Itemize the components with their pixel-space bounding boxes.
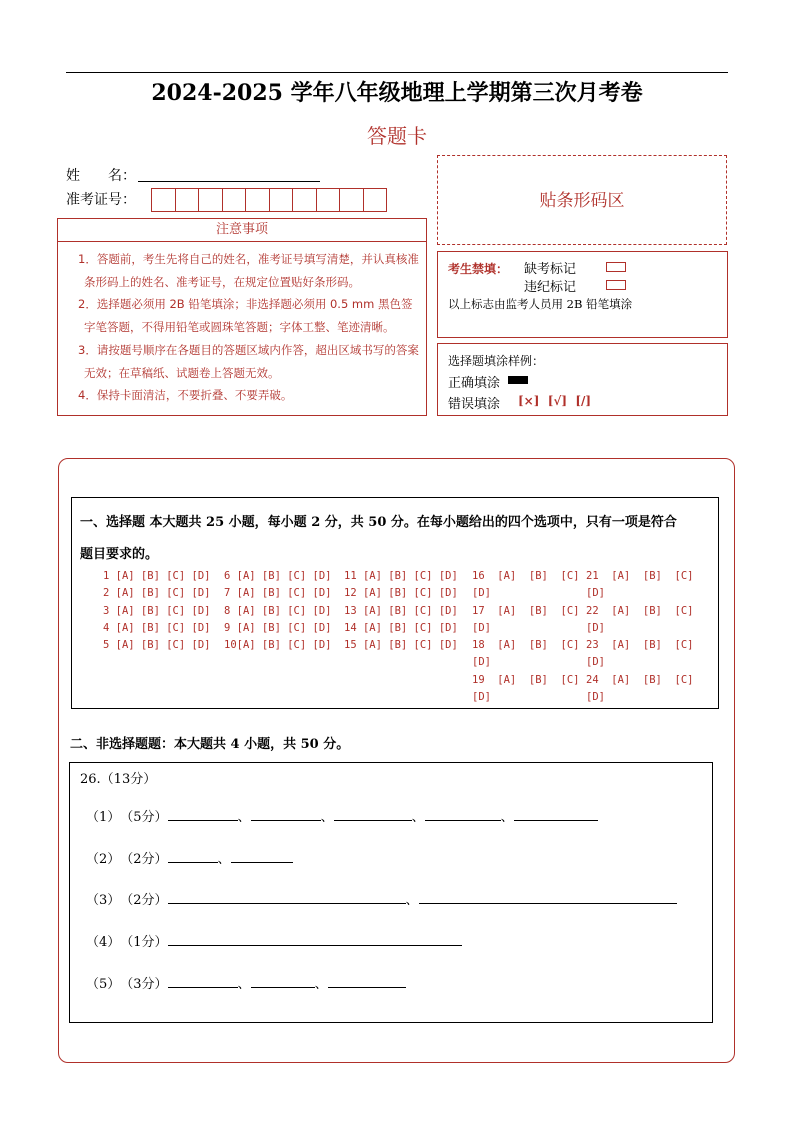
absent-label: 缺考标记 xyxy=(524,262,577,277)
id-box[interactable] xyxy=(151,188,176,212)
mcq-row[interactable]: 14 [A] [B] [C] [D] xyxy=(344,621,458,634)
mcq-row[interactable]: [D] xyxy=(586,656,605,669)
part-label: （2） （2分） xyxy=(86,852,168,867)
separator: 、 xyxy=(237,977,251,992)
id-box[interactable] xyxy=(175,188,200,212)
answer-blank[interactable] xyxy=(425,807,501,821)
mcq-row[interactable]: 10[A] [B] [C] [D] xyxy=(224,639,332,652)
part-label: （1） （5分） xyxy=(86,810,168,825)
answer-blank[interactable] xyxy=(168,849,218,863)
mcq-row[interactable]: 2 [A] [B] [C] [D] xyxy=(103,587,211,600)
mcq-row[interactable]: 24 [A] [B] [C] xyxy=(586,673,694,686)
separator: 、 xyxy=(217,852,231,867)
notice-item: 3．请按题号顺序在各题目的答题区域内作答，超出区域书写的答案无效；在草稿纸、试题卷上答题无效。 xyxy=(78,342,419,380)
part-label: （3） （2分） xyxy=(86,893,168,908)
mcq-row[interactable]: 18 [A] [B] [C] xyxy=(472,639,580,652)
q26-part-1 xyxy=(86,806,598,825)
answer-blank[interactable] xyxy=(334,807,412,821)
mcq-row[interactable]: 21 [A] [B] [C] xyxy=(586,570,694,582)
id-label: 准考证号： xyxy=(66,192,136,208)
q26-part-3 xyxy=(86,889,677,908)
id-box[interactable] xyxy=(245,188,270,212)
sample-title: 选择题填涂样例： xyxy=(448,354,545,368)
mcq-row[interactable]: 4 [A] [B] [C] [D] xyxy=(103,621,211,634)
separator: 、 xyxy=(405,893,419,908)
wrong-label: 错误填涂 xyxy=(448,397,501,412)
q26-part-4 xyxy=(86,931,462,950)
separator: 、 xyxy=(314,977,328,992)
notice-item: 2．选择题必须用 2B 铅笔填涂；非选择题必须用 0.5 mm 黑色签字笔答题，不得用铅笔或圆珠笔答题；字体工整、笔迹清晰。 xyxy=(78,297,413,335)
separator: 、 xyxy=(411,810,425,825)
mcq-col-4[interactable] xyxy=(472,568,579,706)
page-subtitle: 答题卡 xyxy=(367,124,427,148)
forbid-note: 以上标志由监考人员用 2B 铅笔填涂 xyxy=(448,297,633,311)
mcq-row[interactable]: 13 [A] [B] [C] [D] xyxy=(344,604,458,617)
mcq-row[interactable]: 7 [A] [B] [C] [D] xyxy=(224,587,332,600)
absent-mark[interactable] xyxy=(606,262,626,272)
violation-label: 违纪标记 xyxy=(524,280,577,295)
q26-part-5 xyxy=(86,973,406,992)
mcq-row[interactable]: 8 [A] [B] [C] [D] xyxy=(224,604,332,617)
mcq-row[interactable]: 16 [A] [B] [C] xyxy=(472,570,580,582)
answer-blank[interactable] xyxy=(231,849,293,863)
id-box[interactable] xyxy=(316,188,341,212)
name-field[interactable] xyxy=(138,180,320,182)
mcq-row[interactable]: 17 [A] [B] [C] xyxy=(472,604,580,617)
answer-blank[interactable] xyxy=(328,974,406,988)
sample-box xyxy=(437,343,728,416)
barcode-label: 贴条形码区 xyxy=(539,191,625,211)
mcq-heading-line2: 题目要求的。 xyxy=(80,547,159,562)
mcq-row[interactable]: [D] xyxy=(586,587,605,600)
separator: 、 xyxy=(320,810,334,825)
mcq-col-3[interactable] xyxy=(344,568,458,654)
barcode-area xyxy=(437,155,727,245)
notice-item: 4．保持卡面清洁，不要折叠、不要弄破。 xyxy=(78,388,293,403)
mcq-heading-line1: 一、选择题 本大题共 25 小题，每小题 2 分，共 50 分。在每小题给出的四个选项中，只有一项是符合 xyxy=(80,515,677,530)
correct-fill-sample xyxy=(508,376,528,384)
separator: 、 xyxy=(500,810,514,825)
mcq-row[interactable]: 22 [A] [B] [C] xyxy=(586,604,694,617)
name-label: 姓 名： xyxy=(66,168,136,184)
answer-blank[interactable] xyxy=(168,890,406,904)
mcq-row[interactable]: 11 [A] [B] [C] [D] xyxy=(344,570,458,582)
mcq-col-2[interactable] xyxy=(224,568,331,654)
wrong-marks: [×] [√] [/] xyxy=(518,394,592,408)
mcq-row[interactable]: 9 [A] [B] [C] [D] xyxy=(224,621,332,634)
violation-mark[interactable] xyxy=(606,280,626,290)
page-title: 2024-2025 学年八年级地理上学期第三次月考卷 xyxy=(151,80,643,106)
answer-blank[interactable] xyxy=(514,807,598,821)
correct-label: 正确填涂 xyxy=(448,376,501,391)
notice-box xyxy=(57,241,427,416)
id-boxes[interactable] xyxy=(151,188,386,212)
mcq-row[interactable]: [D] xyxy=(586,621,605,634)
forbid-box xyxy=(437,251,728,338)
id-box[interactable] xyxy=(339,188,364,212)
top-rule xyxy=(66,72,728,73)
mcq-row[interactable]: 1 [A] [B] [C] [D] xyxy=(103,570,211,582)
mcq-row[interactable]: 5 [A] [B] [C] [D] xyxy=(103,639,211,652)
mcq-row[interactable]: [D] xyxy=(472,621,491,634)
answer-blank[interactable] xyxy=(168,974,238,988)
part-label: （5） （3分） xyxy=(86,977,168,992)
q26-part-2 xyxy=(86,848,293,867)
id-box[interactable] xyxy=(269,188,294,212)
mcq-row[interactable]: 3 [A] [B] [C] [D] xyxy=(103,604,211,617)
id-box[interactable] xyxy=(198,188,223,212)
id-box[interactable] xyxy=(222,188,247,212)
notice-heading: 注意事项 xyxy=(57,218,427,242)
mcq-col-1[interactable] xyxy=(103,568,210,654)
mcq-row[interactable]: [D] xyxy=(586,691,605,704)
mcq-row[interactable]: [D] xyxy=(472,587,491,600)
mcq-row[interactable]: 19 [A] [B] [C] xyxy=(472,673,580,686)
answer-blank[interactable] xyxy=(168,807,238,821)
mcq-row[interactable]: [D] xyxy=(472,691,491,704)
part-label: （4） （1分） xyxy=(86,935,168,950)
notice-item: 1．答题前，考生先将自己的姓名，准考证号填写清楚，并认真核准条形码上的姓名、准考证号，在规定位置贴好条形码。 xyxy=(78,252,419,289)
mcq-row[interactable]: 15 [A] [B] [C] [D] xyxy=(344,639,458,652)
answer-blank[interactable] xyxy=(251,807,321,821)
id-box[interactable] xyxy=(363,188,388,212)
mcq-row[interactable]: 12 [A] [B] [C] [D] xyxy=(344,587,458,600)
answer-blank[interactable] xyxy=(419,890,677,904)
mcq-row[interactable]: 6 [A] [B] [C] [D] xyxy=(224,570,332,582)
q26-title: 26.（13分） xyxy=(80,772,157,787)
mcq-row[interactable]: 23 [A] [B] [C] xyxy=(586,639,694,652)
mcq-heading xyxy=(80,507,714,571)
forbid-label: 考生禁填： xyxy=(448,262,509,276)
part2-heading: 二、非选择题题：本大题共 4 小题，共 50 分。 xyxy=(70,737,350,752)
mcq-row[interactable]: [D] xyxy=(472,656,491,669)
answer-blank[interactable] xyxy=(251,974,315,988)
separator: 、 xyxy=(237,810,251,825)
id-box[interactable] xyxy=(292,188,317,212)
answer-blank[interactable] xyxy=(168,932,462,946)
mcq-col-5[interactable] xyxy=(586,568,693,706)
